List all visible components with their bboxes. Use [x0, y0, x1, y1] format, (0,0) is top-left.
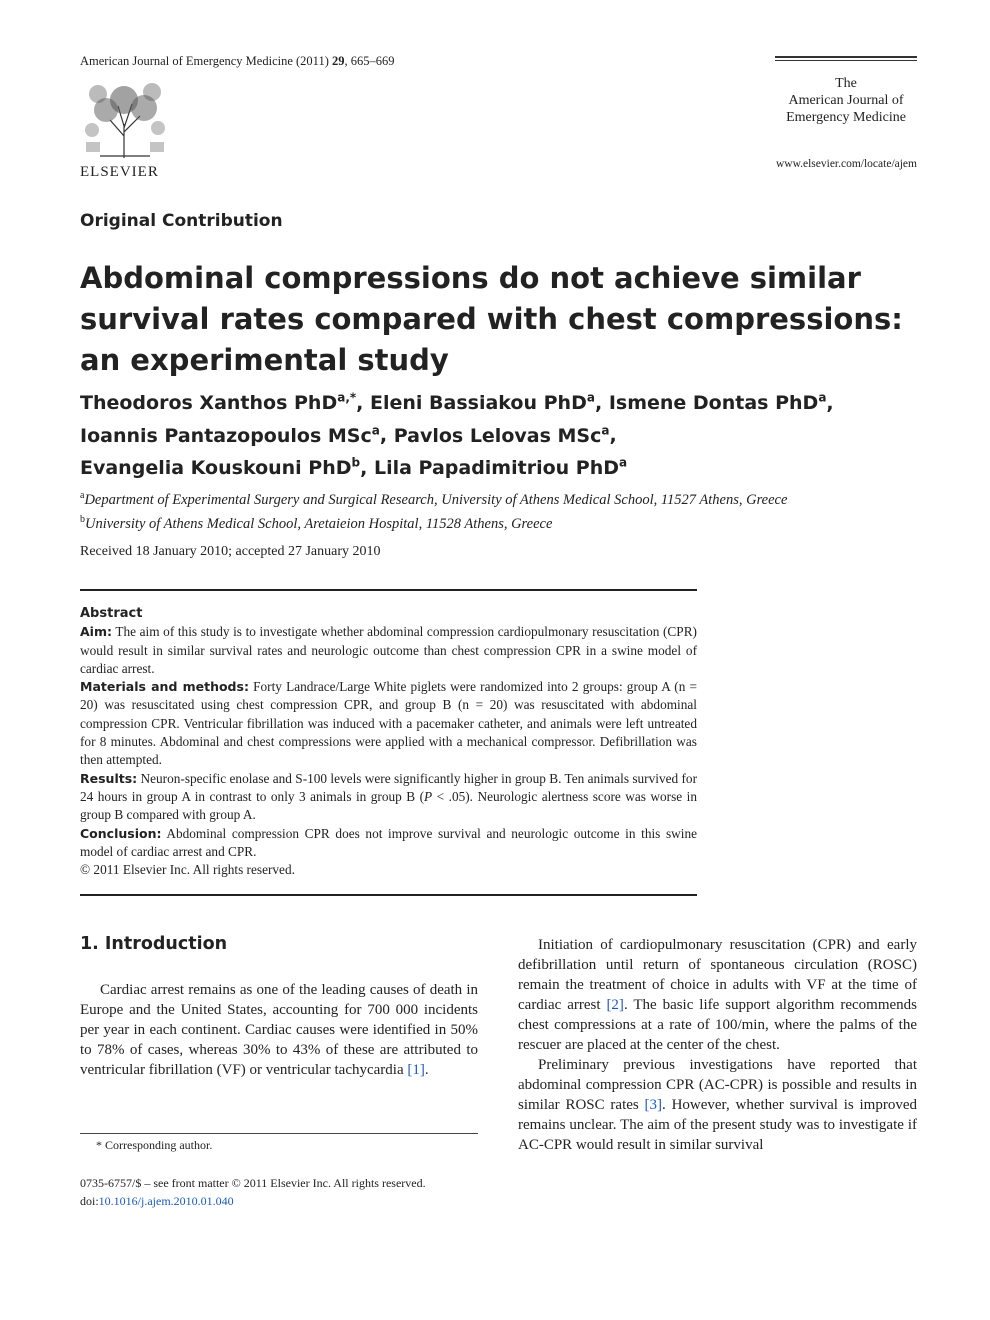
affiliation: $^a$Department of Experimental Surgery and Surgical Research, University of Athens Medical School, 11527 Athens, Greece [80, 490, 788, 508]
received-dates: Received 18 January 2010; accepted 27 January 2010 [80, 544, 381, 559]
paragraph: Preliminary previous investigations have reported that abdominal compression CPR (AC-CPR) is possible and results in similar ROSC rates [3]. However, whether survival is improved remains unclear. The aim of the present study was to investigate if AC-CPR would result in similar survival [518, 1057, 917, 1153]
author-list: Theodoros Xanthos PhD$^{a,*}$, Eleni Bassiakou PhD$^a$, Ismene Dontas PhD$^a$, Ioannis Pantazopoulos MSc$^a$, Pavlos Lelovas MSc$^a$, Evangelia Kouskouni PhD$^b$, Lila Papadimitriou PhD$^a$ [80, 391, 834, 479]
paragraph: Cardiac arrest remains as one of the leading causes of death in Europe and the United States, accounting for 700 000 incidents per year in each continent. Cardiac causes were identified in 50% to 78% of cases, whereas 30% to 43% of these are attributed to ventricular fibrillation (VF) or ventricular tachycardia [1]. [80, 982, 478, 1078]
journal-name: The American Journal of Emergency Medicine [786, 76, 906, 125]
author[interactable]: Eleni Bassiakou PhD$^a$ [370, 391, 595, 415]
abstract-heading: Abstract [80, 606, 143, 621]
publisher-name: ELSEVIER [80, 164, 159, 180]
author[interactable]: Evangelia Kouskouni PhD$^b$ [80, 455, 361, 479]
doi-link[interactable]: 10.1016/j.ajem.2010.01.040 [98, 1194, 234, 1208]
abstract-methods: Materials and methods: Forty Landrace/Large White piglets were randomized into 2 groups: group A (n = 20) was resuscitated using chest compression CPR, and group B (n = 20) was resuscitated with abdominal compression CPR. Ventricular fibrillation was induced with a pacemaker catheter, and animals were left untreated for 8 minutes. Abdominal and chest compressions were applied with a mechanical compressor. Defibrillation was then attempted. [80, 679, 697, 768]
abstract-results: Results: Neuron-specific enolase and S-100 levels were significantly higher in group B. Ten animals survived for 24 hours in group A in contrast to only 3 animals in group B (P < .05). Neurologic alertness score was worse in group B compared with group A. [80, 770, 697, 823]
abstract-copyright: © 2011 Elsevier Inc. All rights reserved. [80, 862, 295, 878]
affiliation: $^b$University of Athens Medical School, Aretaieion Hospital, 11528 Athens, Greece [80, 513, 553, 532]
right-column [518, 935, 917, 1155]
journal-masthead [775, 56, 917, 170]
abstract [80, 605, 697, 879]
affiliations [80, 486, 910, 534]
author[interactable]: Lila Papadimitriou PhD$^a$ [373, 455, 628, 479]
elsevier-tree-icon [80, 80, 170, 160]
author[interactable]: Ioannis Pantazopoulos MSc$^a$ [80, 423, 380, 447]
reference-link[interactable]: [1] [407, 1062, 425, 1078]
masthead-rule [775, 60, 917, 61]
elsevier-logo [80, 80, 170, 181]
footnote: * Corresponding author. [96, 1138, 213, 1152]
author[interactable]: Pavlos Lelovas MSc$^a$ [393, 423, 610, 447]
journal-url[interactable]: www.elsevier.com/locate/ajem [775, 158, 917, 170]
section-label: Original Contribution [80, 211, 283, 231]
reference-link[interactable]: [3] [644, 1097, 663, 1113]
front-matter: 0735-6757/$ – see front matter © 2011 Elsevier Inc. All rights reserved. doi:10.1016/j.ajem.2010.01.040 [80, 1176, 426, 1208]
abstract-aim: Aim: The aim of this study is to investigate whether abdominal compression cardiopulmonary resuscitation (CPR) would result in similar survival rates and neurologic outcome than chest compression CPR in a swine model of cardiac arrest. [80, 624, 697, 676]
author[interactable]: Theodoros Xanthos PhD$^{a,*}$ [80, 391, 357, 415]
masthead-rule [775, 56, 917, 58]
author[interactable]: Ismene Dontas PhD$^a$ [608, 391, 827, 415]
section-heading: 1. Introduction [80, 934, 228, 954]
paragraph: Initiation of cardiopulmonary resuscitation (CPR) and early defibrillation until return of spontaneous circulation (ROSC) remain the treatment of choice in adults with VF at the time of cardiac arrest [2]. The basic life support algorithm recommends chest compressions at a rate of 100/min, where the palms of the rescuer are placed at the center of the chest. [518, 937, 917, 1053]
article-title: Abdominal compressions do not achieve similar survival rates compared with chest compressions: an experimental study [80, 261, 903, 377]
abstract-conclusion: Conclusion: Abdominal compression CPR does not improve survival and neurologic outcome in this swine model of cardiac arrest and CPR. [80, 825, 697, 859]
abstract-rule [80, 894, 697, 896]
reference-link[interactable]: [2] [606, 997, 624, 1013]
abstract-rule [80, 589, 697, 591]
left-column [80, 934, 478, 1080]
footnote-rule [80, 1133, 478, 1134]
journal-citation: American Journal of Emergency Medicine (2011) 29, 665–669 [80, 54, 395, 68]
